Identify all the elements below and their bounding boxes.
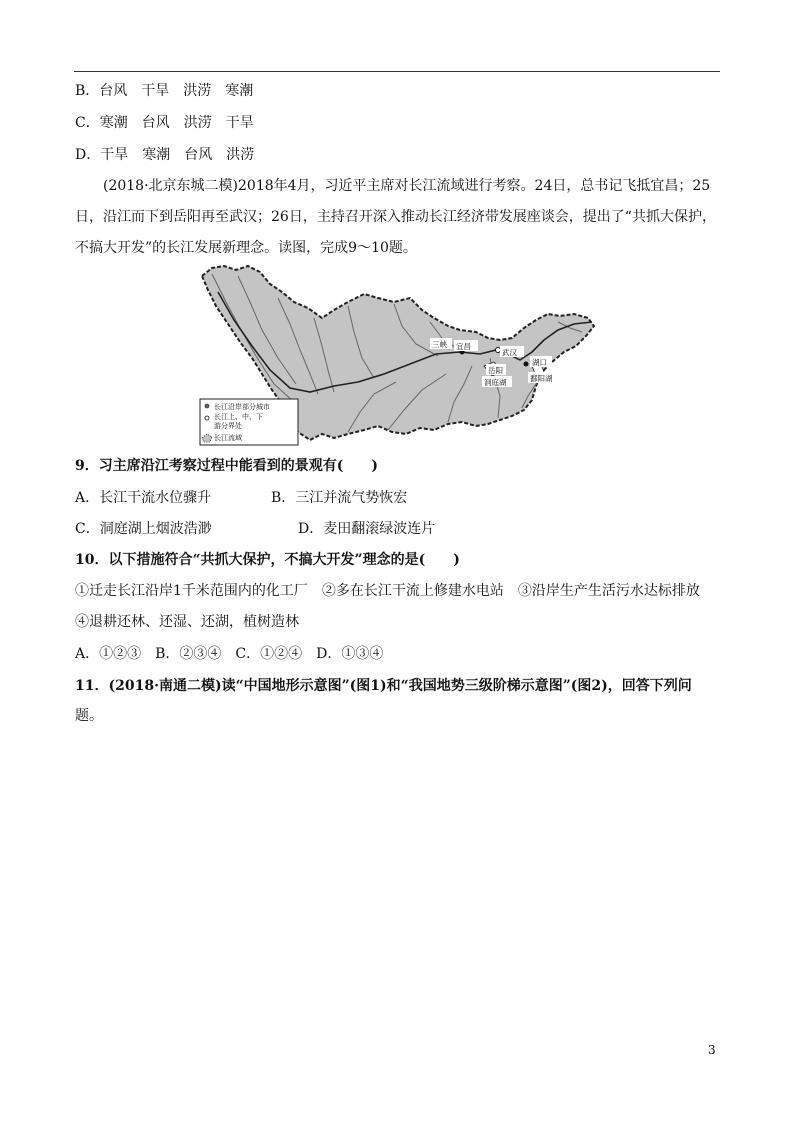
q11-line-1: 11．(2018·南通二模)读“中国地形示意图”(图1)和“我国地势三级阶梯示意图”(图2)，回答下列问 xyxy=(75,678,692,694)
intro-line-1: (2018·北京东城二模)2018年4月，习近平主席对长江流域进行考察。24日，总书记飞抵宜昌；25 xyxy=(103,178,711,194)
q9-option-c: C．洞庭湖上烟波浩渺 xyxy=(75,521,212,537)
map-legend xyxy=(200,399,298,445)
legend-cities: 长江沿岸部分城市 xyxy=(214,403,270,411)
intro-line-3: 不搞大开发”的长江发展新理念。读图，完成9～10题。 xyxy=(75,240,417,256)
option-c-prev: C．寒潮 台风 洪涝 干旱 xyxy=(75,115,254,131)
label-hukou: 湖口 xyxy=(532,358,547,367)
q10-items-line-1: ①迁走长江沿岸1千米范围内的化工厂 ②多在长江干流上修建水电站 ③沿岸生产生活污水达标排放 xyxy=(75,583,700,599)
option-d-prev: D．干旱 寒潮 台风 洪涝 xyxy=(75,147,255,163)
q11-line-2: 题。 xyxy=(75,708,103,724)
intro-line-2: 日，沿江而下到岳阳再至武汉；26日，主持召开深入推动长江经济带发展座谈会，提出了“共抓大保护， xyxy=(75,209,716,225)
label-wuhan: 武汉 xyxy=(502,348,517,357)
label-yichang: 宜昌 xyxy=(456,342,471,351)
q9-option-d: D．麦田翻滚绿波连片 xyxy=(298,521,436,537)
legend-boundary-1: 长江上、中、下 xyxy=(214,413,263,421)
q10-options: A．①②③ B．②③④ C．①②④ D．①③④ xyxy=(75,646,384,662)
label-sanxia: 三峡 xyxy=(432,340,447,349)
q9-stem: 9．习主席沿江考察过程中能看到的景观有( ) xyxy=(75,458,378,474)
hukou-dot xyxy=(524,362,529,367)
label-poyanghu: 鄱阳湖 xyxy=(530,374,553,383)
q10-items-line-2: ④退耕还林、还湿、还湖，植树造林 xyxy=(75,614,299,630)
q9-option-a: A．长江干流水位骤升 xyxy=(75,490,212,506)
header-rule xyxy=(74,71,720,72)
q10-stem: 10．以下措施符合“共抓大保护，不搞大开发”理念的是( ) xyxy=(75,552,460,568)
city-legend-icon xyxy=(205,404,209,408)
label-yueyang: 岳阳 xyxy=(488,366,503,375)
legend-basin: 长江流域 xyxy=(214,434,242,442)
q9-option-b: B．三江并流气势恢宏 xyxy=(271,490,408,506)
page-number: 3 xyxy=(708,1043,716,1057)
boundary-legend-icon xyxy=(205,416,209,420)
wuhan-dot xyxy=(496,348,501,353)
option-b-prev: B．台风 干旱 洪涝 寒潮 xyxy=(75,83,254,99)
yangtze-basin-map xyxy=(198,262,608,446)
label-dongtinghu: 洞庭湖 xyxy=(484,378,507,387)
legend-boundary-2: 游分界处 xyxy=(214,422,242,430)
